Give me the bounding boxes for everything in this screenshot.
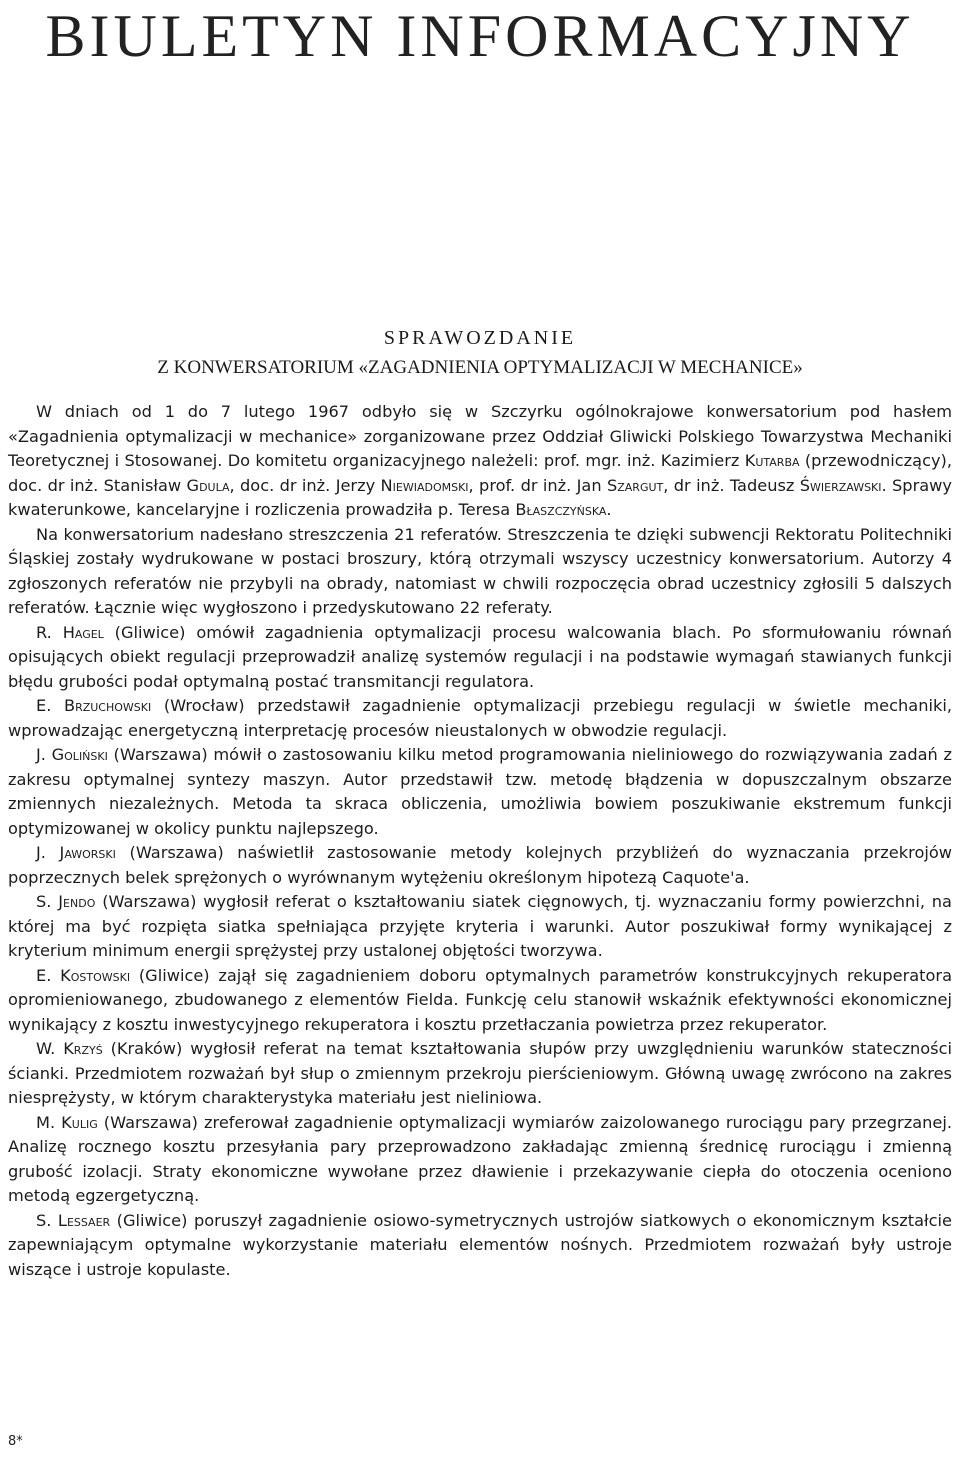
- author-name: Szargut: [606, 475, 664, 495]
- author-name: Świerzawski: [799, 475, 882, 495]
- paragraph: [8, 1037, 952, 1111]
- paragraph-text: .: [606, 500, 612, 519]
- paragraph-text: (Warszawa) wygłosił referat o kształtowaniu siatek cięgnowych, tj. wyznaczaniu formy powierzchni, na której ma być rozpięta siatka spełniająca przyjęte kryteria i warunki. Autor poszukiwał formy wynikającej z kryterium minimum energii sprężystej przy ustalonej objętości tworzywa.: [8, 892, 952, 960]
- author-name: Niewiadomski: [380, 475, 469, 495]
- author-name: Brzuchowski: [63, 696, 152, 715]
- paragraph: [8, 964, 952, 1038]
- paragraph: [8, 743, 952, 841]
- paragraph-text: (przewodniczący), doc. dr inż. Stanisław: [8, 451, 953, 495]
- paragraph: [8, 621, 952, 695]
- report-title: SPRAWOZDANIE: [383, 327, 577, 349]
- paragraph-text: . Sprawy kwaterunkowe, kancelaryjne i rozliczenia prowadziła p. Teresa: [8, 475, 952, 519]
- author-name: Kulig: [61, 1112, 98, 1132]
- paragraph-text: (Warszawa) zreferował zagadnienie optymalizacji wymiarów zaizolowanego rurociągu pary przegrzanej. Analizę rocznego kosztu przesyłania pary przeprowadzono zakładając zmienną średnicę rurociągu i zmienną grubość izolacji. Straty ekonomiczne wywołane przez dławienie i przekazywanie ciepła do otoczenia oceniono metodą egzergetyczną.: [8, 1112, 952, 1205]
- bulletin-header: BIULETYN INFORMACYJNY: [45, 3, 915, 69]
- author-name: Krzyś: [63, 1039, 103, 1058]
- paragraph-text: (Warszawa) mówił o zastosowaniu kilku metod programowania nieliniowego do rozwiązywania zadań z zakresu optymalnej syntezy maszyn. Autor przedstawił tzw. metodę błądzenia w dopuszczalnym obszarze zmiennych niezależnych. Metoda ta skraca obliczenia, umożliwia bowiem poszukiwanie ekstremum funkcji optymizowanej w okolicy punktu najlepszego.: [8, 745, 952, 838]
- paragraph-text: (Gliwice) poruszył zagadnienie osiowo-symetrycznych ustrojów siatkowych o ekonomicznym kształcie zapewniającym optymalne wykorzystanie materiału elementów nośnych. Przedmiotem rozważań były ustroje wiszące i ustroje kopulaste.: [8, 1210, 952, 1279]
- paragraph: [8, 890, 952, 964]
- author-name: Lessaer: [57, 1210, 111, 1230]
- author-name: Gdula: [186, 475, 230, 495]
- paragraph-text: , prof. dr inż. Jan: [468, 475, 607, 495]
- report-body: [8, 400, 952, 1282]
- paragraph-text: (Gliwice) zajął się zagadnieniem doboru optymalnych parametrów konstrukcyjnych rekuperatora opromieniowanego, zbudowanego z elementów Fielda. Funkcję celu stanowił wskaźnik efektywności ekonomicznej wynikający z kosztu inwestycyjnego rekuperatora i kosztu przetłaczania powietrza przez rekuperator.: [8, 965, 952, 1034]
- paragraph-text: , doc. dr inż. Jerzy: [229, 475, 381, 495]
- paragraph-text: R.: [36, 622, 63, 642]
- author-name: Kostowski: [60, 965, 131, 985]
- paragraph-text: S.: [36, 892, 59, 911]
- report-subtitle: Z KONWERSATORIUM «ZAGADNIENIA OPTYMALIZACJI W MECHANICE»: [157, 357, 803, 378]
- page-signature: 8*: [8, 1434, 23, 1449]
- paragraph-text: M.: [36, 1112, 62, 1132]
- author-name: Jendo: [58, 892, 96, 911]
- author-name: Jaworski: [59, 843, 116, 862]
- paragraph-text: (Gliwice) omówił zagadnienia optymalizacji procesu walcowania blach. Po sformułowaniu równań opisujących obiekt regulacji przeprowadził analizę systemów regulacji i na podstawie wymagań stawianych funkcji błędu grubości podał optymalną postać transmitancji regulatora.: [8, 622, 953, 691]
- paragraph-text: W dniach od 1 do 7 lutego 1967 odbyło się w Szczyrku ogólnokrajowe konwersatorium pod hasłem «Zagadnienia optymalizacji w mechanice» zorganizowane przez Oddział Gliwicki Polskiego Towarzystwa Mechaniki Teoretycznej i Stosowanej. Do komitetu organizacyjnego należeli: prof. mgr. inż. Kazimierz: [8, 402, 952, 470]
- paragraph: [8, 694, 952, 743]
- paragraph-text: , dr inż. Tadeusz: [663, 475, 800, 495]
- author-name: Błaszczyńska: [515, 500, 607, 519]
- author-name: Goliński: [51, 745, 108, 764]
- paragraph-text: (Warszawa) naświetlił zastosowanie metody kolejnych przybliżeń do wyznaczania przekrojów poprzecznych belek sprężonych o wyrównanym wytężeniu określonym hipotezą Caquote'a.: [8, 843, 952, 887]
- paragraph-text: J.: [36, 843, 60, 862]
- paragraph-text: (Kraków) wygłosił referat na temat kształtowania słupów przy uwzględnieniu warunków stateczności ścianki. Przedmiotem rozważań był słup o zmiennym przekroju pierścieniowym. Główną uwagę zwrócono na zakres niesprężysty, w którym charakterystyka materiału jest nieliniowa.: [8, 1039, 952, 1107]
- author-name: Kutarba: [744, 451, 800, 470]
- paragraph-text: Na konwersatorium nadesłano streszczenia 21 referatów. Streszczenia te dzięki subwencji Rektoratu Politechniki Śląskiej zostały wydrukowane w postaci broszury, którą otrzymali wszyscy uczestnicy konwersatorium. Autorzy 4 zgłoszonych referatów nie przybyli na obrady, natomiast w chwili rozpoczęcia obrad uczestnicy zgłosili 5 dalszych referatów. Łącznie więc wygłoszono i przedyskutowano 22 referaty.: [8, 524, 952, 617]
- paragraph-text: (Wrocław) przedstawił zagadnienie optymalizacji przebiegu regulacji w świetle mechaniki, wprowadzając energetyczną interpretację procesów nieustalonych w obwodzie regulacji.: [8, 696, 952, 740]
- paragraph-text: S.: [36, 1210, 58, 1230]
- paragraph-text: W.: [36, 1039, 64, 1058]
- author-name: Hagel: [62, 622, 104, 642]
- paragraph-text: E.: [36, 965, 61, 985]
- paragraph-text: J.: [36, 745, 52, 764]
- paragraph: [8, 1209, 952, 1283]
- paragraph: [8, 400, 952, 523]
- paragraph: [8, 841, 952, 890]
- paragraph: [8, 1111, 952, 1209]
- paragraph-text: E.: [36, 696, 64, 715]
- paragraph: [8, 523, 952, 621]
